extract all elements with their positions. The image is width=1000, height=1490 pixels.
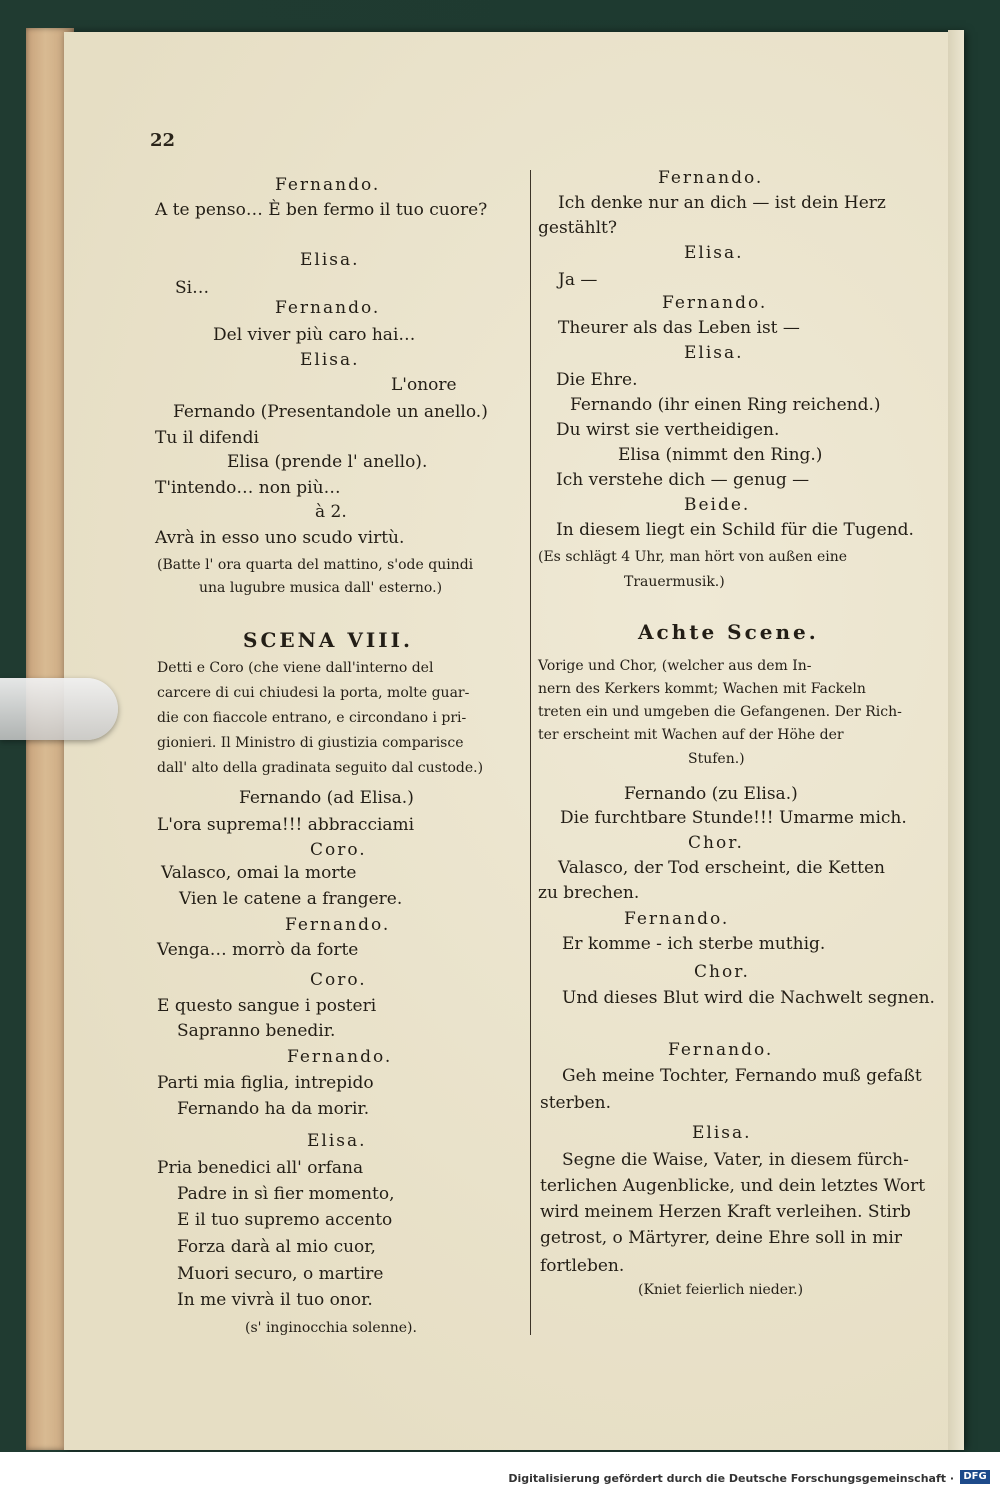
italian-line-19: carcere di cui chiudesi la porta, molte guar- [157, 685, 470, 701]
german-line-42: (Kniet feierlich nieder.) [638, 1282, 804, 1298]
italian-line-37: Pria benedici all' orfana [157, 1158, 364, 1178]
german-line-32: Und dieses Blut wird die Nachwelt segnen. [562, 988, 935, 1008]
german-line-20: nern des Kerkers kommt; Wachen mit Fackeln [538, 681, 866, 697]
italian-line-9: Fernando (Presentandole un anello.) [173, 402, 488, 422]
italian-line-43: (s' inginocchia solenne). [245, 1320, 417, 1336]
italian-line-26: Valasco, omai la morte [161, 863, 357, 883]
italian-line-23: Fernando (ad Elisa.) [239, 788, 414, 808]
german-line-5: Ja — [558, 270, 598, 290]
italian-line-35: Fernando ha da morir. [177, 1099, 370, 1119]
italian-line-17: SCENA VIII. [243, 628, 413, 652]
italian-line-31: E questo sangue i posteri [157, 996, 377, 1016]
german-line-40: getrost, o Märtyrer, deine Ehre soll in mir [540, 1228, 902, 1248]
german-line-2: Ich denke nur an dich — ist dein Herz [558, 193, 886, 213]
italian-line-4: Si… [175, 278, 210, 298]
italian-line-40: Forza darà al mio cuor, [177, 1237, 376, 1257]
german-line-39: wird meinem Herzen Kraft verleihen. Stirb [540, 1202, 911, 1222]
german-line-36: Elisa. [692, 1123, 752, 1143]
german-line-3: gestählt? [538, 218, 617, 238]
italian-line-29: Venga… morrò da forte [157, 940, 359, 960]
german-line-25: Die furchtbare Stunde!!! Umarme mich. [560, 808, 907, 828]
italian-line-22: dall' alto della gradinata seguito dal custode.) [157, 760, 484, 776]
italian-line-7: Elisa. [300, 350, 360, 370]
digitization-credit: Digitalisierung gefördert durch die Deutsche Forschungsgemeinschaft · [508, 1472, 954, 1485]
italian-line-36: Elisa. [307, 1131, 367, 1151]
german-line-1: Fernando. [658, 168, 764, 188]
german-line-8: Elisa. [684, 343, 744, 363]
german-line-16: (Es schlägt 4 Uhr, man hört von außen eine [538, 549, 848, 565]
italian-line-39: E il tuo supremo accento [177, 1210, 393, 1230]
italian-line-32: Sapranno benedir. [177, 1021, 336, 1041]
german-line-19: Vorige und Chor, (welcher aus dem In- [538, 658, 812, 674]
italian-line-21: gionieri. Il Ministro di giustizia comparisce [157, 735, 464, 751]
german-line-26: Chor. [688, 833, 744, 853]
italian-line-38: Padre in sì fier momento, [177, 1184, 395, 1204]
german-line-35: sterben. [540, 1093, 612, 1113]
italian-line-33: Fernando. [287, 1047, 393, 1067]
italian-line-34: Parti mia figlia, intrepido [157, 1073, 374, 1093]
italian-line-28: Fernando. [285, 915, 391, 935]
italian-line-6: Del viver più caro hai… [213, 325, 416, 345]
bookmark-tab[interactable] [0, 678, 118, 740]
german-line-14: Beide. [684, 495, 751, 515]
italian-line-5: Fernando. [275, 298, 381, 318]
german-line-10: Fernando (ihr einen Ring reichend.) [570, 395, 881, 415]
german-line-28: zu brechen. [538, 883, 640, 903]
german-line-12: Elisa (nimmt den Ring.) [618, 445, 823, 465]
german-line-18: Achte Scene. [638, 620, 819, 644]
italian-line-14: Avrà in esso uno scudo virtù. [155, 528, 405, 548]
german-line-41: fortleben. [540, 1256, 625, 1276]
german-line-11: Du wirst sie vertheidigen. [556, 420, 780, 440]
italian-line-20: die con fiaccole entrano, e circondano i pri- [157, 710, 467, 726]
german-line-33: Fernando. [668, 1040, 774, 1060]
italian-line-15: (Batte l' ora quarta del mattino, s'ode quindi [157, 557, 474, 573]
italian-line-11: Elisa (prende l' anello). [227, 452, 428, 472]
italian-line-18: Detti e Coro (che viene dall'interno del [157, 660, 434, 676]
german-line-24: Fernando (zu Elisa.) [624, 784, 798, 804]
italian-line-30: Coro. [310, 970, 367, 990]
italian-line-16: una lugubre musica dall' esterno.) [199, 580, 443, 596]
german-line-31: Chor. [694, 962, 750, 982]
italian-line-27: Vien le catene a frangere. [179, 889, 403, 909]
german-line-21: treten ein und umgeben die Gefangenen. Der Rich- [538, 704, 902, 720]
italian-line-3: Elisa. [300, 250, 360, 270]
page-gutter [948, 30, 964, 1450]
italian-line-13: à 2. [315, 502, 347, 522]
dfg-logo: DFG [960, 1470, 990, 1484]
italian-line-41: Muori securo, o martire [177, 1264, 384, 1284]
german-line-37: Segne die Waise, Vater, in diesem fürch- [562, 1150, 909, 1170]
german-line-30: Er komme - ich sterbe muthig. [562, 934, 826, 954]
german-line-4: Elisa. [684, 243, 744, 263]
italian-line-12: T'intendo… non più… [155, 478, 341, 498]
german-line-34: Geh meine Tochter, Fernando muß gefaßt [562, 1066, 922, 1086]
german-line-27: Valasco, der Tod erscheint, die Ketten [558, 858, 885, 878]
italian-line-2: A te penso… È ben fermo il tuo cuore? [155, 200, 488, 220]
german-line-7: Theurer als das Leben ist — [558, 318, 800, 338]
italian-line-1: Fernando. [275, 175, 381, 195]
italian-line-10: Tu il difendi [155, 428, 259, 448]
german-line-38: terlichen Augenblicke, und dein letztes Wort [540, 1176, 926, 1196]
german-line-17: Trauermusik.) [624, 574, 725, 590]
italian-line-24: L'ora suprema!!! abbracciami [157, 815, 415, 835]
german-line-23: Stufen.) [688, 751, 745, 767]
german-line-29: Fernando. [624, 909, 730, 929]
german-line-9: Die Ehre. [556, 370, 638, 390]
italian-line-25: Coro. [310, 840, 367, 860]
german-line-22: ter erscheint mit Wachen auf der Höhe der [538, 727, 844, 743]
german-line-15: In diesem liegt ein Schild für die Tugend. [556, 520, 914, 540]
italian-line-8: L'onore [391, 375, 457, 395]
column-divider [530, 170, 531, 1335]
german-line-13: Ich verstehe dich — genug — [556, 470, 810, 490]
italian-line-42: In me vivrà il tuo onor. [177, 1290, 373, 1310]
german-line-6: Fernando. [662, 293, 768, 313]
page-number: 22 [150, 130, 176, 151]
